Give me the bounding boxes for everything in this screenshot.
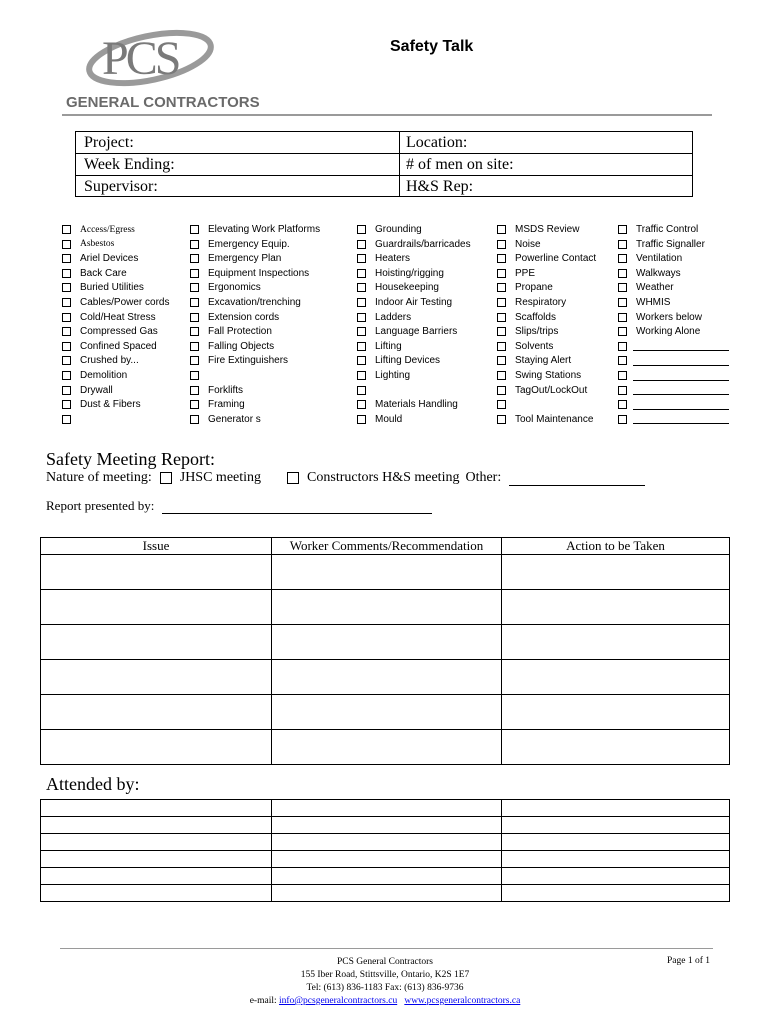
checklist-label: Framing: [208, 399, 245, 411]
checkbox[interactable]: [62, 254, 71, 263]
checkbox[interactable]: [357, 269, 366, 278]
table-row: [41, 590, 730, 625]
checkbox[interactable]: [497, 415, 506, 424]
attendee-cell[interactable]: [41, 800, 272, 817]
attendance-table: [40, 799, 730, 902]
checklist-label: Materials Handling: [375, 399, 458, 411]
checkbox[interactable]: [190, 400, 199, 409]
checklist-item: [357, 324, 457, 339]
comment-cell[interactable]: [272, 555, 502, 590]
checklist-label: Housekeeping: [375, 282, 439, 294]
checklist-item: [497, 310, 556, 325]
attendee-cell[interactable]: [502, 851, 730, 868]
checklist-item: [618, 412, 729, 427]
report-heading: Safety Meeting Report:: [46, 449, 215, 469]
checklist-item: [190, 222, 320, 237]
checklist-item: [497, 251, 596, 266]
checkbox[interactable]: [357, 313, 366, 322]
checkbox[interactable]: [62, 269, 71, 278]
checkbox[interactable]: [190, 342, 199, 351]
issue-table: [40, 537, 730, 765]
issue-cell[interactable]: [41, 730, 272, 765]
attendee-cell[interactable]: [272, 885, 502, 902]
checkbox[interactable]: [62, 240, 71, 249]
checklist-item: [190, 383, 243, 398]
action-cell[interactable]: [502, 730, 730, 765]
checklist-item: [357, 266, 444, 281]
checklist-label: Demolition: [80, 370, 128, 381]
checklist-item: [357, 280, 439, 295]
checklist-item: [357, 353, 440, 368]
checklist-item: [190, 368, 208, 383]
checkbox[interactable]: [62, 313, 71, 322]
checklist-label: Staying Alert: [515, 355, 572, 367]
blank-entry-line[interactable]: [633, 414, 729, 424]
checklist-item: [497, 266, 535, 281]
checkbox[interactable]: [497, 342, 506, 351]
checklist-item: [357, 368, 410, 383]
checklist-item: [190, 237, 290, 252]
checklist-label: Compressed Gas: [80, 326, 158, 338]
page-title: Safety Talk: [390, 38, 474, 55]
checklist-item: [497, 295, 566, 310]
hs-rep-label: H&S Rep:: [406, 178, 474, 195]
nature-label: Nature of meeting:: [46, 470, 152, 485]
other-field[interactable]: [509, 471, 645, 486]
checklist-label: Confined Spaced: [80, 340, 157, 352]
checklist-item: [62, 339, 157, 354]
checklist-item: [357, 397, 458, 412]
checkbox[interactable]: [497, 254, 506, 263]
checkbox[interactable]: [62, 298, 71, 307]
checklist-item: [357, 222, 422, 237]
checklist-label: Fire Extinguishers: [208, 355, 289, 367]
checklist-label: Lifting Devices: [375, 355, 441, 367]
checkbox[interactable]: [190, 386, 199, 395]
jhsc-checkbox[interactable]: [160, 472, 172, 484]
checklist-label: Dust & Fibers: [80, 399, 141, 411]
issue-cell[interactable]: [41, 695, 272, 730]
checklist-item: [618, 368, 729, 383]
checkbox[interactable]: [618, 269, 627, 278]
checklist-label: Traffic Signaller: [636, 238, 705, 250]
checkbox[interactable]: [497, 283, 506, 292]
checkbox[interactable]: [357, 400, 366, 409]
checklist-item: [357, 383, 375, 398]
checkbox[interactable]: [618, 342, 627, 351]
action-cell[interactable]: [502, 555, 730, 590]
company-logo: [60, 18, 260, 111]
checklist-label: Traffic Control: [636, 224, 699, 235]
checklist-item: [190, 397, 245, 412]
checklist-label: Grounding: [375, 224, 422, 235]
checkbox[interactable]: [62, 356, 71, 365]
checklist-label: Drywall: [80, 384, 113, 396]
checkbox[interactable]: [357, 283, 366, 292]
checkbox[interactable]: [190, 283, 199, 292]
checkbox[interactable]: [618, 415, 627, 424]
issue-cell[interactable]: [41, 660, 272, 695]
checklist-item: [357, 339, 402, 354]
blank-entry-line[interactable]: [633, 400, 729, 410]
checklist-label: Scaffolds: [515, 311, 556, 323]
footer-divider: [60, 948, 713, 949]
checklist-item: [62, 266, 127, 281]
checklist-label: Asbestos: [80, 239, 115, 250]
checklist-item: [62, 397, 141, 412]
checklist-label: Indoor Air Testing: [375, 297, 453, 308]
checkbox[interactable]: [62, 400, 71, 409]
checkbox[interactable]: [497, 400, 506, 409]
checklist-item: [618, 251, 682, 266]
checkbox[interactable]: [190, 327, 199, 336]
comments-header: Worker Comments/Recommendation: [272, 538, 502, 555]
checklist-label: Swing Stations: [515, 370, 582, 381]
action-cell[interactable]: [502, 660, 730, 695]
checklist-label: Crushed by...: [80, 355, 139, 367]
presented-by-field[interactable]: [162, 499, 432, 514]
checklist-label: Fall Protection: [208, 326, 272, 338]
checklist-item: [618, 353, 729, 368]
footer-address: 155 Iber Road, Stittsville, Ontario, K2S 1E7: [300, 970, 470, 980]
nature-of-meeting-row: [46, 470, 645, 486]
comment-cell[interactable]: [272, 590, 502, 625]
checklist-item: [357, 237, 471, 252]
checklist-item: [190, 280, 261, 295]
checklist-item: [190, 266, 309, 281]
blank-entry-line[interactable]: [633, 385, 729, 395]
checklist-label: Extension cords: [208, 311, 280, 323]
checklist-item: [618, 237, 705, 252]
attendee-cell[interactable]: [502, 800, 730, 817]
footer-email-label: e-mail:: [249, 996, 277, 1006]
checklist-label: Generator s: [208, 413, 261, 425]
checklist-item: [497, 368, 581, 383]
checkbox[interactable]: [62, 225, 71, 234]
checkbox[interactable]: [190, 225, 199, 234]
checklist-label: Access/Egress: [80, 224, 135, 235]
table-row: [41, 625, 730, 660]
checklist-item: [357, 251, 410, 266]
checklist-label: Powerline Contact: [515, 253, 597, 265]
checkbox[interactable]: [190, 254, 199, 263]
issue-table-header: [41, 538, 730, 555]
checklist-item: [62, 280, 144, 295]
checkbox[interactable]: [62, 327, 71, 336]
checkbox[interactable]: [62, 371, 71, 380]
attendee-cell[interactable]: [41, 834, 272, 851]
checklist-item: [497, 280, 553, 295]
checklist-label: TagOut/LockOut: [515, 384, 588, 396]
checkbox[interactable]: [618, 371, 627, 380]
checkbox[interactable]: [618, 283, 627, 292]
checklist-label: Falling Objects: [208, 340, 275, 352]
checklist-item: [618, 280, 674, 295]
checklist-label: Lighting: [375, 370, 411, 381]
checklist-label: Propane: [515, 282, 553, 294]
constructors-checkbox[interactable]: [287, 472, 299, 484]
checklist-item: [618, 324, 700, 339]
checklist-label: Guardrails/barricades: [375, 238, 471, 250]
location-label: Location:: [406, 134, 468, 151]
checkbox[interactable]: [190, 240, 199, 249]
checklist-label: Noise: [515, 238, 541, 250]
checkbox[interactable]: [357, 240, 366, 249]
checkbox[interactable]: [497, 386, 506, 395]
table-row: [41, 834, 730, 851]
action-cell[interactable]: [502, 590, 730, 625]
checklist-item: [190, 339, 274, 354]
checklist-label: Respiratory: [515, 297, 567, 308]
checkbox[interactable]: [618, 386, 627, 395]
checkbox[interactable]: [190, 269, 199, 278]
checklist-label: Forklifts: [208, 384, 243, 396]
checklist-label: Back Care: [80, 267, 127, 279]
checklist-item: [62, 412, 80, 427]
constructors-label: Constructors H&S meeting: [307, 470, 460, 485]
checklist-label: MSDS Review: [515, 224, 580, 235]
checklist-item: [190, 295, 301, 310]
checklist-label: Workers below: [636, 311, 702, 323]
checklist-label: Heaters: [375, 253, 411, 265]
checklist-label: Walkways: [636, 267, 681, 279]
footer-phone: Tel: (613) 836-1183 Fax: (613) 836-9736: [306, 983, 464, 993]
checklist-label: Ergonomics: [208, 282, 261, 294]
checkbox[interactable]: [190, 313, 199, 322]
checklist-label: Ladders: [375, 311, 412, 323]
checkbox[interactable]: [357, 254, 366, 263]
checkbox[interactable]: [357, 298, 366, 307]
checklist-label: Slips/trips: [515, 326, 559, 338]
checkbox[interactable]: [357, 356, 366, 365]
checkbox[interactable]: [618, 254, 627, 263]
checklist-item: [62, 310, 156, 325]
checklist-item: [357, 310, 411, 325]
checklist-item: [62, 251, 138, 266]
table-row: [41, 851, 730, 868]
attendee-cell[interactable]: [272, 834, 502, 851]
footer-email-link[interactable]: info@pcsgeneralcontractors.cu: [278, 996, 398, 1006]
checklist-item: [618, 339, 729, 354]
checklist-item: [357, 412, 402, 427]
checkbox[interactable]: [62, 342, 71, 351]
checkbox[interactable]: [357, 386, 366, 395]
comment-cell[interactable]: [272, 730, 502, 765]
checkbox[interactable]: [62, 386, 71, 395]
checklist-label: Excavation/trenching: [208, 297, 301, 308]
checklist-item: [190, 310, 279, 325]
attendee-cell[interactable]: [41, 868, 272, 885]
attendee-cell[interactable]: [502, 868, 730, 885]
issue-header: Issue: [41, 538, 272, 555]
checklist-item: [62, 295, 169, 310]
jhsc-label: JHSC meeting: [179, 470, 262, 485]
checklist-item: [497, 412, 593, 427]
attendee-cell[interactable]: [272, 817, 502, 834]
checkbox[interactable]: [618, 356, 627, 365]
checkbox[interactable]: [618, 240, 627, 249]
checkbox[interactable]: [497, 371, 506, 380]
checklist-label: Cold/Heat Stress: [80, 311, 156, 323]
comment-cell[interactable]: [272, 695, 502, 730]
checkbox[interactable]: [190, 298, 199, 307]
blank-entry-line[interactable]: [633, 356, 729, 366]
action-cell[interactable]: [502, 625, 730, 660]
checklist-item: [190, 251, 281, 266]
table-row: [41, 800, 730, 817]
action-header: Action to be Taken: [502, 538, 730, 555]
table-row: [41, 730, 730, 765]
checklist-item: [618, 295, 670, 310]
checklist-label: Buried Utilities: [80, 282, 144, 294]
table-row: [41, 885, 730, 902]
checklist-label: Ariel Devices: [80, 253, 139, 265]
checkbox[interactable]: [497, 240, 506, 249]
footer: [0, 956, 770, 1008]
checkbox[interactable]: [497, 225, 506, 234]
attendee-cell[interactable]: [502, 834, 730, 851]
checkbox[interactable]: [497, 298, 506, 307]
checklist-label: Hoisting/rigging: [375, 267, 444, 279]
checkbox[interactable]: [618, 313, 627, 322]
checkbox[interactable]: [497, 327, 506, 336]
checkbox[interactable]: [357, 327, 366, 336]
checkbox[interactable]: [618, 400, 627, 409]
checkbox[interactable]: [190, 356, 199, 365]
checklist-item: [62, 222, 135, 237]
week-ending-label: Week Ending:: [84, 156, 175, 173]
checkbox[interactable]: [62, 415, 71, 424]
checkbox[interactable]: [357, 342, 366, 351]
logo-letters: PCS: [102, 32, 179, 85]
checklist-item: [497, 339, 553, 354]
checklist-item: [62, 383, 113, 398]
footer-website-link[interactable]: www.pcsgeneralcontractors.ca: [404, 996, 521, 1006]
comment-cell[interactable]: [272, 625, 502, 660]
checklist-item: [618, 266, 681, 281]
checkbox[interactable]: [497, 356, 506, 365]
attendee-cell[interactable]: [272, 851, 502, 868]
checklist-label: Emergency Plan: [208, 253, 282, 265]
checkbox[interactable]: [357, 225, 366, 234]
action-cell[interactable]: [502, 695, 730, 730]
checklist-item: [618, 383, 729, 398]
checklist-item: [497, 222, 579, 237]
attendee-cell[interactable]: [41, 885, 272, 902]
issue-cell[interactable]: [41, 555, 272, 590]
comment-cell[interactable]: [272, 660, 502, 695]
checkbox[interactable]: [618, 225, 627, 234]
checklist-label: Working Alone: [636, 326, 701, 338]
issue-cell[interactable]: [41, 625, 272, 660]
checkbox[interactable]: [357, 371, 366, 380]
checklist-item: [497, 324, 558, 339]
checklist-item: [62, 324, 158, 339]
checklist-item: [497, 237, 541, 252]
checklist-label: Elevating Work Platforms: [208, 224, 321, 235]
checklist-label: Lifting: [375, 340, 402, 352]
checklist-label: WHMIS: [636, 297, 671, 308]
checklist-label: Weather: [636, 282, 674, 294]
checklist-item: [497, 397, 515, 412]
checkbox[interactable]: [618, 298, 627, 307]
checklist-item: [618, 310, 702, 325]
checkbox[interactable]: [497, 313, 506, 322]
checklist-label: Solvents: [515, 340, 554, 352]
attendee-cell[interactable]: [502, 817, 730, 834]
checkbox[interactable]: [190, 415, 199, 424]
checklist-label: Ventilation: [636, 253, 683, 265]
checkbox[interactable]: [62, 283, 71, 292]
footer-company: PCS General Contractors: [336, 957, 434, 967]
checklist-label: Mould: [375, 413, 403, 425]
checklist-item: [62, 353, 139, 368]
checklist-label: Language Barriers: [375, 326, 458, 338]
men-on-site-label: # of men on site:: [406, 156, 514, 173]
attendee-cell[interactable]: [41, 817, 272, 834]
other-label: Other:: [465, 470, 502, 485]
table-row: [41, 817, 730, 834]
checkbox[interactable]: [357, 415, 366, 424]
logo-company-name: GENERAL CONTRACTORS: [66, 94, 260, 111]
attendee-cell[interactable]: [41, 851, 272, 868]
checklist-item: [497, 383, 587, 398]
checklist-label: PPE: [515, 267, 536, 279]
header-divider: [62, 114, 712, 116]
blank-entry-line[interactable]: [633, 371, 729, 381]
issue-cell[interactable]: [41, 590, 272, 625]
project-label: Project:: [84, 134, 134, 151]
checkbox[interactable]: [618, 327, 627, 336]
checklist-label: Tool Maintenance: [515, 413, 594, 425]
presented-by-row: [46, 498, 432, 514]
checklist-item: [357, 295, 452, 310]
checklist-label: Equipment Inspections: [208, 267, 310, 279]
attendee-cell[interactable]: [272, 800, 502, 817]
checklist-item: [190, 324, 272, 339]
footer-contact: [0, 995, 770, 1008]
table-row: [41, 868, 730, 885]
checklist-item: [62, 237, 114, 252]
attended-heading: Attended by:: [46, 774, 140, 794]
page-number: Page 1 of 1: [667, 956, 711, 966]
checklist-item: [618, 397, 729, 412]
presented-by-label: Report presented by:: [46, 498, 155, 513]
checklist-item: [190, 353, 288, 368]
checklist-item: [190, 412, 261, 427]
checkbox[interactable]: [190, 371, 199, 380]
checklist-item: [497, 353, 571, 368]
checkbox[interactable]: [497, 269, 506, 278]
checklist-label: Cables/Power cords: [80, 297, 170, 308]
checklist-item: [618, 222, 698, 237]
table-row: [41, 660, 730, 695]
attendee-cell[interactable]: [272, 868, 502, 885]
supervisor-label: Supervisor:: [84, 178, 158, 195]
checklist-label: Emergency Equip.: [208, 238, 290, 250]
checklist-item: [62, 368, 127, 383]
blank-entry-line[interactable]: [633, 341, 729, 351]
project-info-box: [75, 131, 693, 197]
attendee-cell[interactable]: [502, 885, 730, 902]
table-row: [41, 555, 730, 590]
table-row: [41, 695, 730, 730]
